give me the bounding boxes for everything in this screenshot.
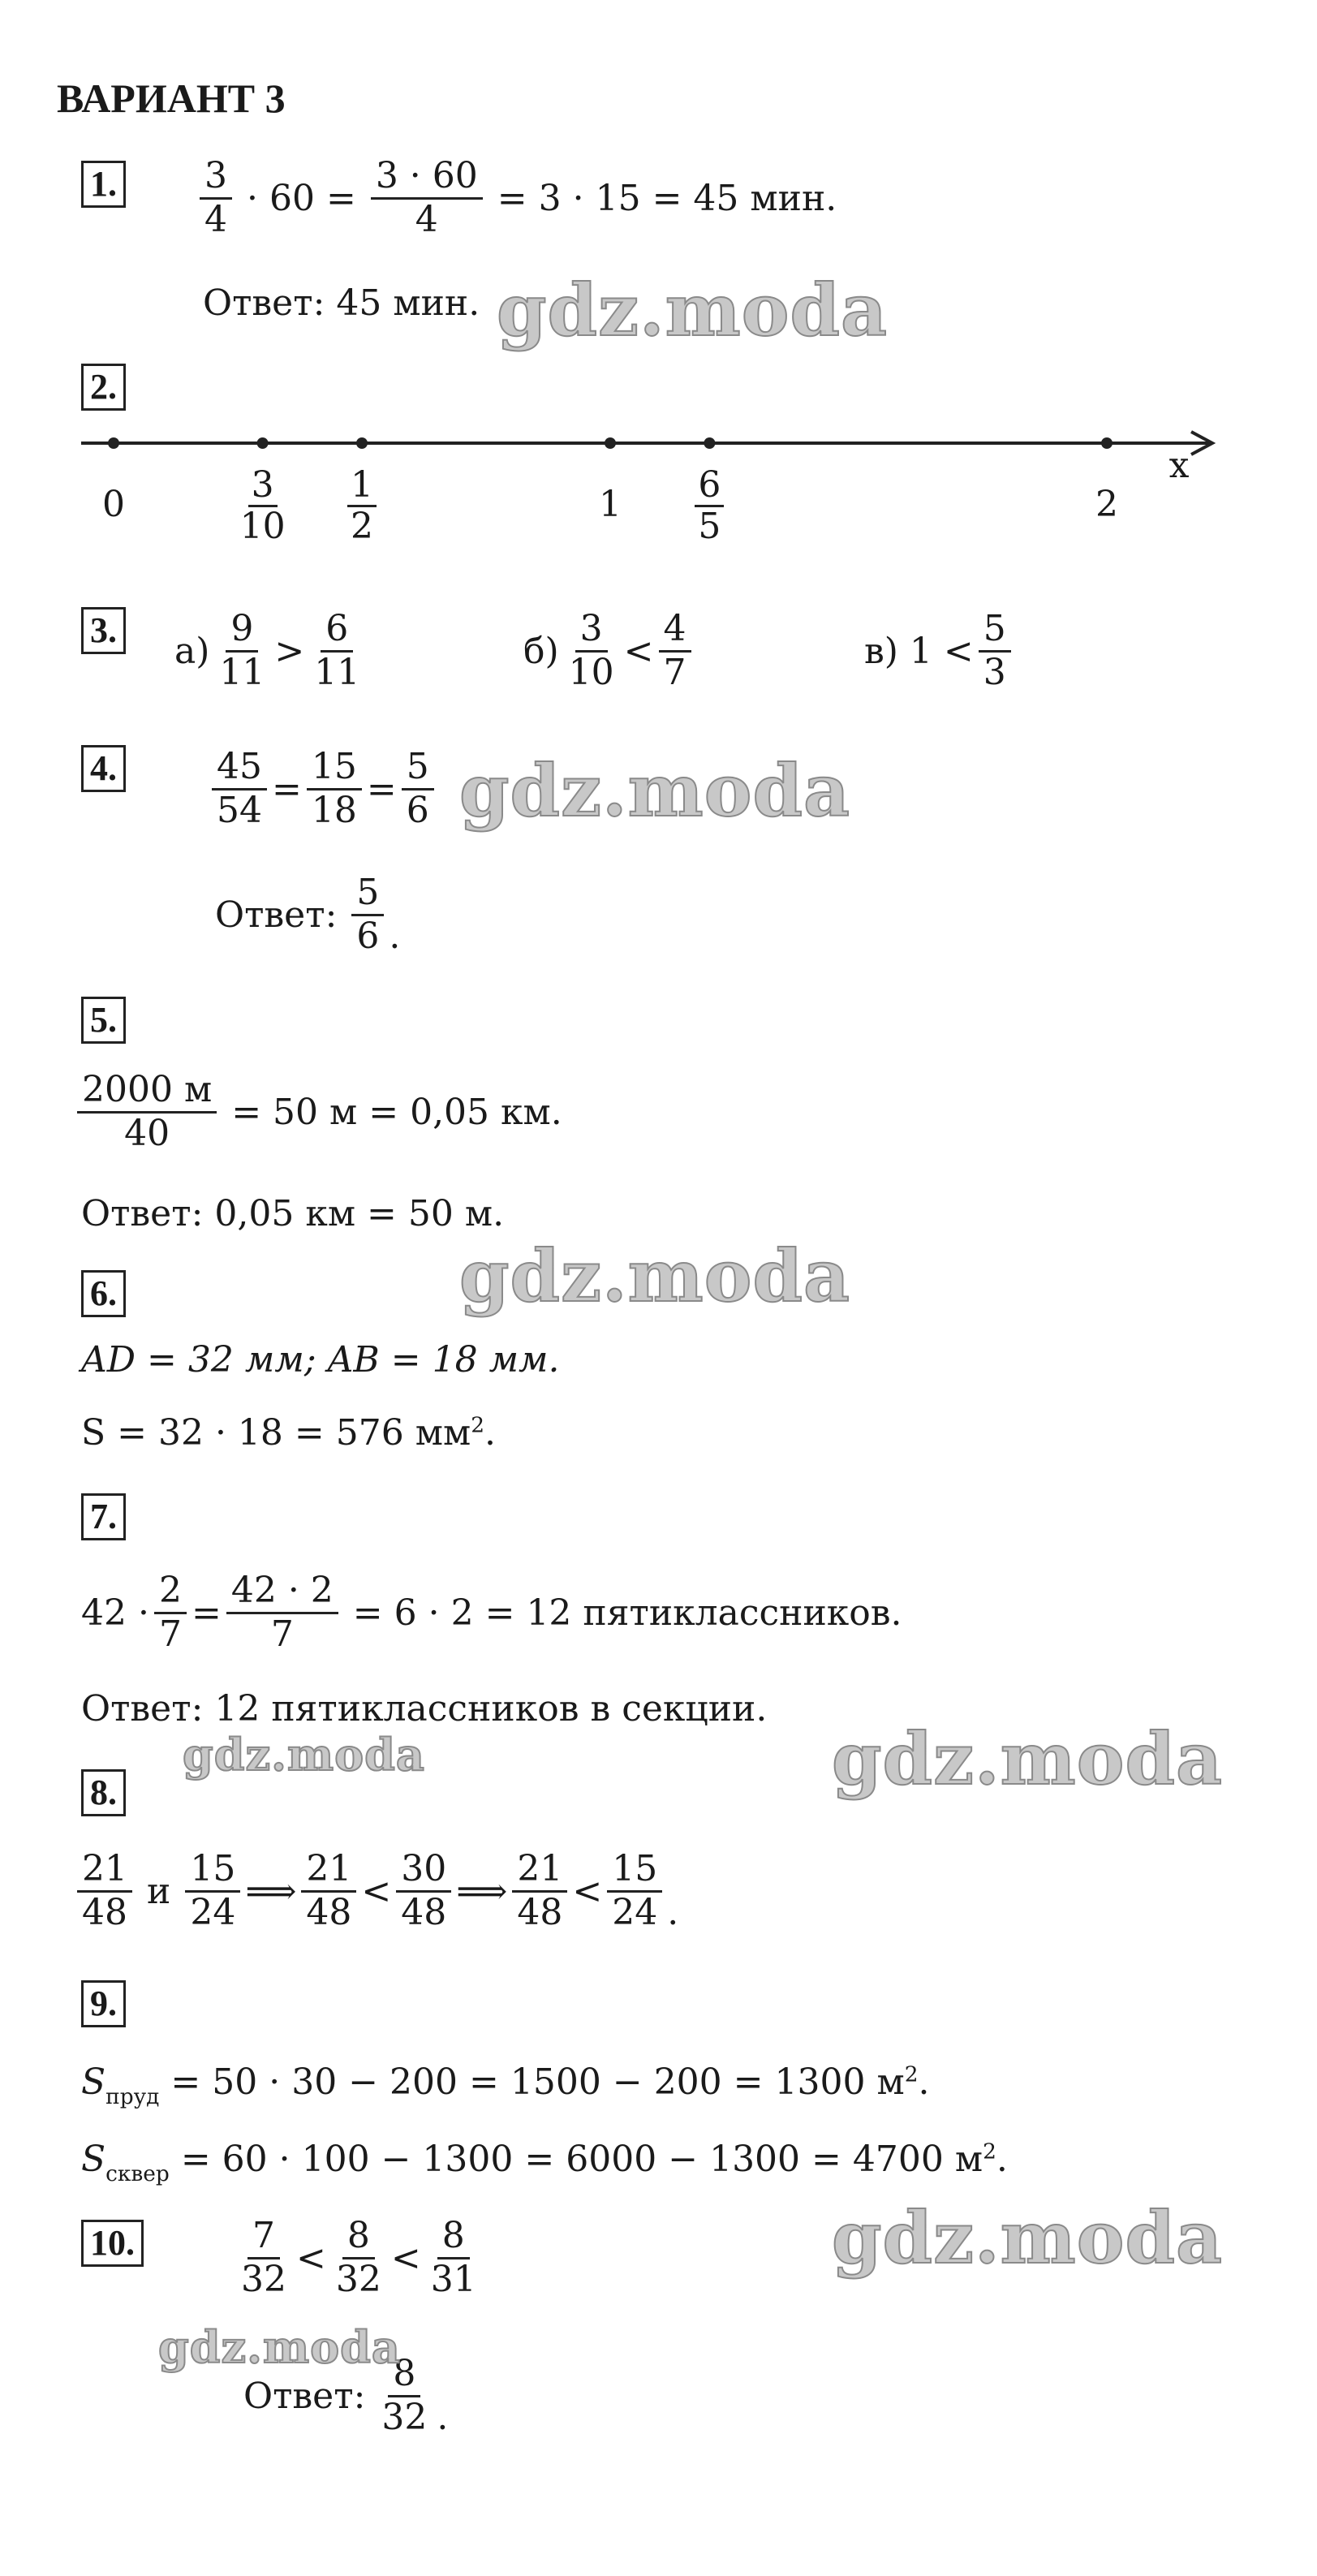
problem-4-number: 4. xyxy=(81,745,126,792)
tick-point xyxy=(356,437,368,449)
fraction: $\frac{30}{48}$ xyxy=(396,1849,451,1933)
problem-6-number: 6. xyxy=(81,1270,126,1317)
watermark: gdz.moda xyxy=(459,1234,851,1318)
fraction: $\frac{7}{32}$ xyxy=(241,2215,286,2300)
tick-point xyxy=(1101,437,1113,449)
problem-3b: б) $\frac{3}{10}$ < $\frac{4}{7}$ xyxy=(523,609,696,693)
fraction: $\frac{6}{11}$ xyxy=(314,608,360,693)
problem-5-answer: Ответ: 0,05 км = 50 м. xyxy=(81,1193,505,1234)
problem-7-answer: Ответ: 12 пятиклассников в секции. xyxy=(81,1688,768,1730)
watermark: gdz.moda xyxy=(832,2195,1224,2280)
problem-4-answer: Ответ: $\frac{5}{6}$ . xyxy=(215,872,401,958)
problem-8-number: 8. xyxy=(81,1769,126,1816)
watermark: gdz.moda xyxy=(497,268,889,352)
fraction: $\frac{8}{31}$ xyxy=(430,2215,476,2300)
fraction: $\frac{21}{48}$ xyxy=(301,1849,356,1933)
fraction: $\frac{3}{10}$ xyxy=(568,608,614,693)
tick-label: 0 xyxy=(102,484,125,525)
fraction: $\frac{5}{3}$ xyxy=(979,609,1011,693)
problem-10-answer: Ответ: $\frac{8}{32}$ . xyxy=(243,2353,449,2439)
problem-7-equation: 42 · $\frac{2}{7}$ = $\frac{42 \cdot 2}{7}$ = 6 · 2 = 12 пятиклассников. xyxy=(81,1570,902,1655)
fraction: $\frac{3 \cdot 60}{4}$ xyxy=(371,156,483,240)
problem-4-equation: $\frac{45}{54}$ = $\frac{15}{18}$ = $\frac{5}{6}$ xyxy=(207,747,439,831)
fraction: $\frac{4}{7}$ xyxy=(659,609,691,693)
watermark: gdz.moda xyxy=(158,2321,401,2373)
tick-label: $\frac{3}{10}$ xyxy=(239,464,286,548)
problem-6-line1: AD = 32 мм; AB = 18 мм. xyxy=(81,1339,560,1381)
problem-10-number: 10. xyxy=(81,2220,144,2267)
problem-6-line2: S = 32 · 18 = 576 $мм^2$. xyxy=(81,1412,496,1454)
problem-7-number: 7. xyxy=(81,1493,126,1540)
problem-5-equation: $\frac{2000 м}{40}$ = 50 м = 0,05 км. xyxy=(77,1070,572,1154)
number-line xyxy=(73,422,1242,471)
problem-3a: а) $\frac{9}{11}$ > $\frac{6}{11}$ xyxy=(174,609,369,693)
problem-8-equation: $\frac{21}{48}$ и $\frac{15}{24}$ ⟹ $\frac{21}{48}$ < $\frac{30}{48}$ ⟹ $\frac{21}{48}$ < $\frac{15}{24}$ . xyxy=(77,1849,678,1933)
problem-1-equation: $\frac{3}{4}$ · 60 = $\frac{3 \cdot 60}{4}$ = 3 · 15 = 45 мин. xyxy=(195,156,846,240)
fraction: $\frac{5}{6}$ xyxy=(402,747,434,831)
fraction: $\frac{9}{11}$ xyxy=(219,608,265,693)
problem-1-answer: Ответ: 45 мин. xyxy=(203,282,480,324)
tick-point xyxy=(257,437,269,449)
fraction: $\frac{2}{7}$ xyxy=(154,1570,187,1655)
fraction: $\frac{45}{54}$ xyxy=(212,747,267,831)
watermark: gdz.moda xyxy=(459,748,851,833)
axis-label: x xyxy=(1169,445,1190,486)
fraction: $\frac{5}{6}$ xyxy=(351,872,384,957)
fraction: $\frac{8}{32}$ xyxy=(335,2215,381,2300)
tick-point xyxy=(108,437,119,449)
problem-3-number: 3. xyxy=(81,607,126,654)
fraction: $\frac{3}{4}$ xyxy=(200,156,232,240)
problem-3c: в) 1 < $\frac{5}{3}$ xyxy=(864,609,1016,693)
fraction: $\frac{21}{48}$ xyxy=(77,1849,132,1933)
problem-9-line2: $S_{сквер} = 60 \cdot 100 - 1300 = 6000 - 1300 = 4700$ $м^2$. xyxy=(81,2139,1008,2186)
page-title: ВАРИАНТ 3 xyxy=(57,75,286,121)
tick-point xyxy=(704,437,715,449)
tick-label: 2 xyxy=(1095,484,1118,525)
tick-label: 1 xyxy=(599,484,622,525)
problem-9-line1: $S_{пруд} = 50 \cdot 30 - 200 = 1500 - 200 = 1300$ $м^2$. xyxy=(81,2061,930,2109)
watermark: gdz.moda xyxy=(183,1729,425,1781)
problem-9-number: 9. xyxy=(81,1980,126,2027)
fraction: $\frac{2000 м}{40}$ xyxy=(77,1070,217,1154)
fraction: $\frac{15}{24}$ xyxy=(185,1849,240,1933)
problem-5-number: 5. xyxy=(81,997,126,1044)
tick-label: $\frac{1}{2}$ xyxy=(347,464,377,547)
tick-label: $\frac{6}{5}$ xyxy=(695,464,724,547)
problem-2-number: 2. xyxy=(81,364,126,411)
fraction: $\frac{8}{32}$ xyxy=(381,2353,428,2438)
problem-1-number: 1. xyxy=(81,161,126,208)
fraction: $\frac{15}{24}$ xyxy=(607,1849,662,1933)
fraction: $\frac{15}{18}$ xyxy=(307,747,362,831)
fraction: $\frac{21}{48}$ xyxy=(512,1849,567,1933)
tick-point xyxy=(605,437,616,449)
watermark: gdz.moda xyxy=(832,1717,1224,1801)
fraction: $\frac{42 \cdot 2}{7}$ xyxy=(226,1570,338,1655)
problem-10-inequality: $\frac{7}{32}$ < $\frac{8}{32}$ < $\frac{8}{31}$ xyxy=(231,2216,486,2300)
